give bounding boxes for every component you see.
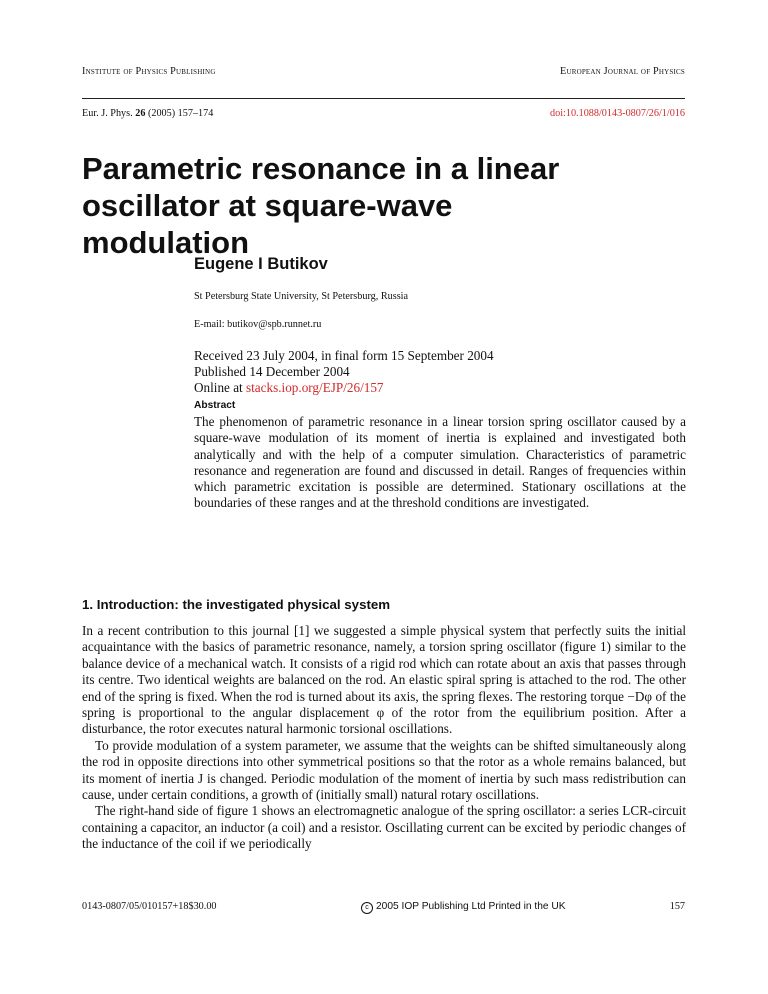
- citation-suffix: (2005) 157–174: [145, 108, 214, 119]
- published-date: Published 14 December 2004: [194, 364, 350, 379]
- author-email[interactable]: E-mail: butikov@spb.runnet.ru: [194, 319, 322, 330]
- paragraph-2: To provide modulation of a system parameter, we assume that the weights can be shifted simultaneously along the rod in opposite directions into other symmetrical positions so that the rotor as a whole remains balanced, but its moment of inertia J is changed. Periodic modulation of the moment of inertia by such mass redistribution can cause, under certain conditions, a growth of (initially small) natural rotary oscillations.: [82, 737, 686, 803]
- journal-header: European Journal of Physics: [560, 66, 685, 77]
- article-code: 0143-0807/05/010157+18$30.00: [82, 901, 217, 912]
- section-body: [82, 623, 686, 853]
- copyright-text: 2005 IOP Publishing Ltd Printed in the UK: [376, 901, 566, 912]
- header-rule: [82, 98, 685, 99]
- citation-volume: 26: [135, 108, 146, 119]
- paper-title: Parametric resonance in a linear oscillator at square-wave modulation: [82, 151, 560, 260]
- publisher-header: Institute of Physics Publishing: [82, 66, 216, 77]
- paragraph-3: The right-hand side of figure 1 shows an electromagnetic analogue of the spring oscillator: a series LCR-circuit containing a capacitor, an inductor (a coil) and a resistor. Oscillating current can be excited by periodic changes of the inductance of the coil if we periodically: [82, 803, 686, 852]
- citation-prefix: Eur. J. Phys.: [82, 108, 136, 119]
- copyright-icon: c: [361, 902, 373, 914]
- abstract-heading: Abstract: [194, 400, 236, 411]
- publication-dates: [194, 348, 494, 396]
- section-heading: 1. Introduction: the investigated physical system: [82, 597, 391, 612]
- abstract-text: The phenomenon of parametric resonance in a linear torsion spring oscillator caused by a square-wave modulation of its moment of inertia is explained and investigated both analytically and with the help of a computer simulation. Characteristics of parametric resonance and regeneration are found and discussed in detail. Ranges of frequencies within which parametric excitation is possible are determined. Stationary oscillations at the boundaries of these ranges and at the threshold conditions are investigated.: [194, 414, 686, 511]
- page-number: 157: [669, 901, 685, 912]
- paragraph-1: In a recent contribution to this journal [1] we suggested a simple physical system that perfectly suits the initial acquaintance with the basics of parametric resonance, namely, a torsion spring oscillator (figure 1) similar to the balance device of a mechanical watch. It consists of a rigid rod which can rotate about an axis that passes through its centre. Two identical weights are balanced on the rod. An elastic spiral spring is attached to the rod. The other end of the spring is fixed. When the rod is turned about its axis, the spring flexes. The restoring torque −Dφ of the spring is proportional to the angular displacement φ of the rotor from the equilibrium position. After a disturbance, the rotor executes natural harmonic torsional oscillations.: [82, 623, 686, 737]
- online-link[interactable]: stacks.iop.org/EJP/26/157: [246, 380, 384, 395]
- author-name: Eugene I Butikov: [194, 255, 328, 273]
- copyright-line: [361, 901, 566, 914]
- doi-link[interactable]: doi:10.1088/0143-0807/26/1/016: [550, 108, 685, 119]
- online-prefix: Online at: [194, 380, 247, 395]
- affiliation: St Petersburg State University, St Petersburg, Russia: [194, 291, 409, 302]
- received-date: Received 23 July 2004, in final form 15 September 2004: [194, 348, 494, 363]
- online-line: [194, 380, 494, 396]
- citation: [82, 108, 213, 119]
